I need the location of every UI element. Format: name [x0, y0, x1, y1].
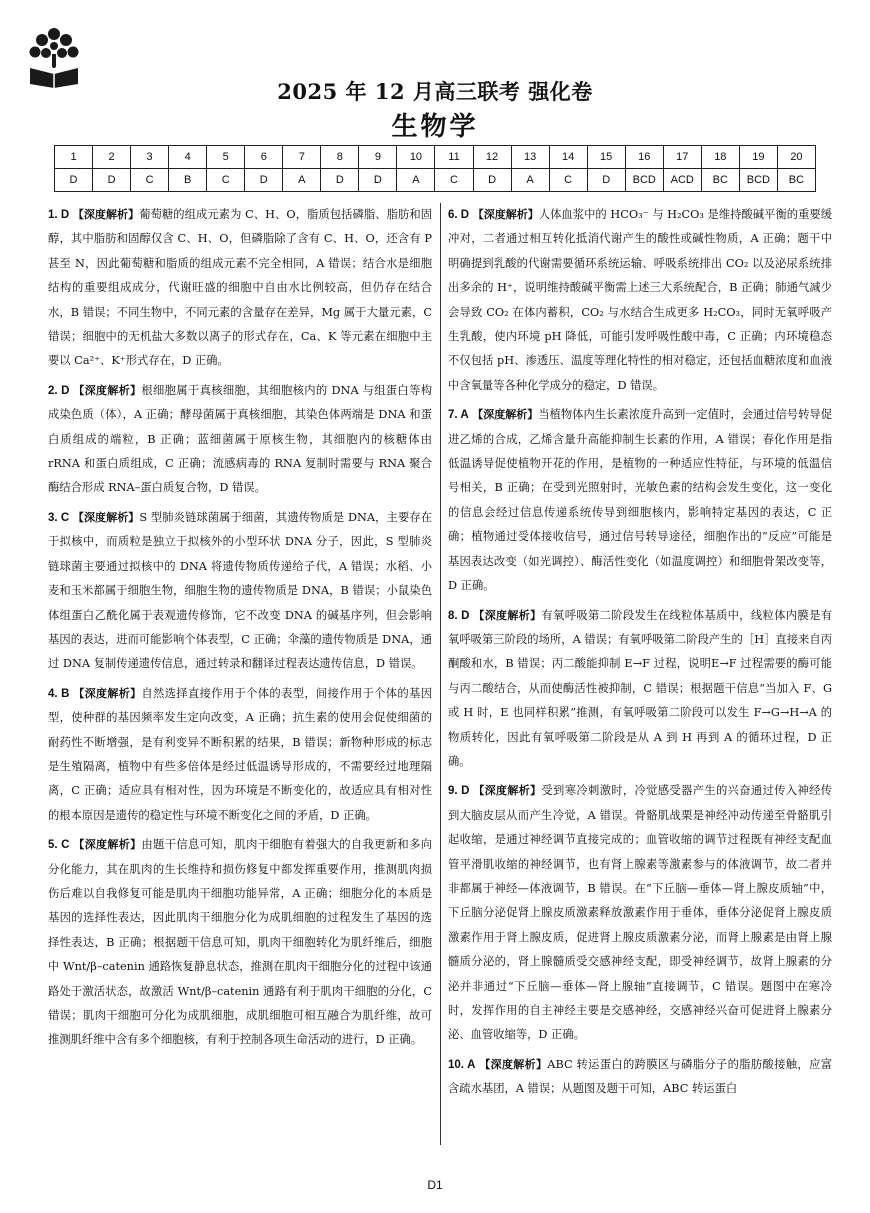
- explanation-item: [448, 779, 832, 1047]
- answer-cell: D: [473, 169, 511, 192]
- question-number-cell: 17: [663, 146, 701, 169]
- question-number-cell: 6: [245, 146, 283, 169]
- question-answer-label: 4. B: [48, 687, 70, 700]
- explanation-text: 葡萄糖的组成元素为 C、H、O，脂质包括磷脂、脂肪和固醇，其中脂肪和固醇仅含 C、H、O，但磷脂除了含有 C、H、O，还含有 P 甚至 N，因此葡萄糖和脂质的组成元素不完全相同，A 错误；结合水是细胞结构的重要组成成分，代谢旺盛的细胞中自由水比例较高，但仍存在结合水，B 错误；不同生物中，不同元素的含量存在差异，Mg 属于大量元素，C 错误；细胞中的无机盐大多数以离子的形式存在，Ca、K 等元素在细胞中主要以 Ca²⁺、K⁺形式存在，D 正确。: [48, 208, 432, 368]
- explanation-item: [48, 833, 432, 1053]
- explanation-text: 人体血浆中的 HCO₃⁻ 与 H₂CO₃ 是维持酸碱平衡的重要缓冲对，二者通过相互转化抵消代谢产生的酸性或碱性物质，A 正确；题干中明确提到乳酸的代谢需要循环系统运输、呼吸系统排出 CO₂ 以及泌尿系统排出多余的 H⁺，说明维持酸碱平衡需上述三大系统配合，B 正确；肺通气减少会导致 CO₂ 在体内蓄积，CO₂ 与水结合生成更多 H₂CO₃，同时无氧呼吸产生乳酸，使内环境 pH 降低，可能引发呼吸性酸中毒，C 正确；内环境稳态不仅包括 pH、渗透压、温度等理化特性的相对稳定，还包括血糖浓度和血液中含氧量等各种化学成分的稳定，D 错误。: [448, 208, 833, 392]
- question-answer-label: 7. A: [448, 409, 469, 422]
- analysis-tag: 【深度解析】: [472, 208, 539, 221]
- explanation-text: 受到寒冷刺激时，冷觉感受器产生的兴奋通过传入神经传到大脑皮层从而产生冷觉，A 错误。骨骼肌战栗是神经冲动传递至骨骼肌引起收缩，是通过神经调节直接完成的；血管收缩的调节过程既有神经支配血管平滑肌收缩的神经调节，也有肾上腺素等激素参与的体液调节，故二者并非都属于神经—体液调节，B 错误。在“下丘脑—垂体—肾上腺皮质轴”中，下丘脑分泌促肾上腺皮质激素释放激素作用于垂体，垂体分泌促肾上腺皮质激素作用于肾上腺皮质，促进肾上腺皮质激素分泌，而肾上腺素是由肾上腺髓质分泌的，肾上腺髓质受交感神经支配，即受神经调节，故肾上腺素的分泌并非通过“下丘脑—垂体—肾上腺轴”直接调节，C 错误。题图中在寒冷时，发挥作用的自主神经主要是交感神经，交感神经兴奋可促进肾上腺素分泌、血管收缩等，D 正确。: [448, 784, 833, 1042]
- explanation-item: [48, 506, 432, 677]
- analysis-tag: 【深度解析】: [72, 208, 140, 221]
- explanation-item: [448, 604, 832, 775]
- answer-cell: ACD: [663, 169, 701, 192]
- analysis-tag: 【深度解析】: [73, 838, 142, 852]
- analysis-tag: 【深度解析】: [73, 383, 142, 397]
- question-number-cell: 4: [169, 146, 207, 169]
- question-answer-label: 10. A: [448, 1058, 476, 1071]
- answer-cell: A: [397, 169, 435, 192]
- analysis-tag: 【深度解析】: [479, 1057, 548, 1071]
- analysis-tag: 【深度解析】: [473, 784, 542, 798]
- explanation-item: [448, 403, 832, 598]
- answer-table-numbers-row: [55, 146, 816, 169]
- explanation-item: [48, 203, 432, 374]
- answer-cell: C: [207, 169, 245, 192]
- explanation-columns: [48, 203, 832, 1148]
- subject-title: 生物学: [391, 112, 479, 142]
- question-number-cell: 8: [321, 146, 359, 169]
- explanation-text: 自然选择直接作用于个体的表型，间接作用于个体的基因型，使种群的基因频率发生定向改变，A 正确；抗生素的使用会促使细菌的耐药性不断增强，是有利变异不断积累的结果，B 错误；新物种形成的标志是生殖隔离，植物中有些多倍体是经过低温诱导形成的，不需要经过地理隔离，C 正确；适应具有相对性，因为环境是不断变化的，故适应具有相对性的根本原因是遗传的稳定性与环境不断变化之间的矛盾，D 正确。: [48, 686, 433, 822]
- question-number-cell: 12: [473, 146, 511, 169]
- answer-table-answers-row: [55, 169, 816, 192]
- answer-cell: D: [55, 169, 93, 192]
- right-column: [448, 203, 832, 1107]
- answer-cell: D: [359, 169, 397, 192]
- answer-cell: D: [93, 169, 131, 192]
- question-number-cell: 11: [435, 146, 473, 169]
- left-column: [48, 203, 432, 1058]
- question-answer-label: 2. D: [48, 384, 70, 397]
- answer-cell: A: [283, 169, 321, 192]
- question-number-cell: 20: [777, 146, 815, 169]
- question-answer-label: 9. D: [448, 785, 470, 798]
- answer-cell: BCD: [625, 169, 663, 192]
- explanation-text: 有氧呼吸第二阶段发生在线粒体基质中，线粒体内膜是有氧呼吸第三阶段的场所，A 错误；有氧呼吸第二阶段产生的［H］直接来自丙酮酸和水，B 错误；丙二酸能抑制 E→F 过程，说明E→F 过程需要的酶可能与丙二酸结合，从而使酶活性被抑制，C 错误；根据题干信息“当加入 F、G 或 H 时，E 也同样积累”推测，有氧呼吸第二阶段可以发生 F→G→H→A 的物质转化，因此有氧呼吸第二阶段是从 A 到 H 再到 A 的循环过程，D 正确。: [448, 608, 833, 768]
- answer-cell: BC: [777, 169, 815, 192]
- answer-cell: C: [549, 169, 587, 192]
- question-number-cell: 19: [739, 146, 777, 169]
- question-answer-label: 3. C: [48, 511, 70, 524]
- answer-cell: BCD: [739, 169, 777, 192]
- column-divider: [440, 203, 441, 1145]
- answer-cell: D: [321, 169, 359, 192]
- analysis-tag: 【深度解析】: [72, 510, 140, 524]
- explanation-item: [448, 1053, 832, 1102]
- question-number-cell: 5: [207, 146, 245, 169]
- question-number-cell: 15: [587, 146, 625, 169]
- answer-cell: B: [169, 169, 207, 192]
- question-number-cell: 10: [397, 146, 435, 169]
- page-title: 2025 年 12 月高三联考 强化卷: [277, 79, 593, 104]
- explanation-text: S 型肺炎链球菌属于细菌，其遗传物质是 DNA，主要存在于拟核中，而质粒是独立于拟核外的小型环状 DNA 分子，因此，S 型肺炎链球菌主要通过拟核中的 DNA 将遗传物质传递给子代，A 错误；水稻、小麦和玉米都属于细胞生物，细胞生物的遗传物质是 DNA，B 错误；小鼠染色体组蛋白乙酰化属于表观遗传修饰，它不改变 DNA 的碱基序列，但会影响基因的表达，进而可能影响个体表型，C 正确；伞藻的遗传物质是 DNA，通过 DNA 复制传递遗传信息，通过转录和翻译过程表达遗传信息，D 错误。: [48, 510, 433, 671]
- explanation-text: 根细胞属于真核细胞，其细胞核内的 DNA 与组蛋白等构成染色质（体），A 正确；酵母菌属于真核细胞，其染色体两端是 DNA 和蛋白质组成的端粒，B 正确；蓝细菌属于原核生物，其细胞内的核糖体由 rRNA 和蛋白质组成，C 正确；流感病毒的 RNA 复制时需要与 RNA 聚合酶结合形成 RNA–蛋白质复合物，D 错误。: [48, 383, 433, 495]
- answer-cell: D: [587, 169, 625, 192]
- answer-table: [54, 145, 816, 192]
- answer-cell: D: [245, 169, 283, 192]
- question-number-cell: 16: [625, 146, 663, 169]
- explanation-text: 由题干信息可知，肌肉干细胞有着强大的自我更新和多向分化能力，其在肌肉的生长维持和损伤修复中都发挥重要作用，推测肌肉损伤后难以自我修复可能是肌肉干细胞功能异常，A 正确；细胞分化的本质是基因的选择性表达，因此肌肉干细胞分化为成肌细胞的过程发生了基因的选择性表达，B 正确；根据题干信息可知，肌肉干细胞转化为肌纤维后，细胞中 Wnt/β–catenin 通路恢复静息状态，推测在肌肉干细胞分化的过程中该通路处于激活状态，故激活 Wnt/β–catenin 通路有利于肌肉干细胞的分化，C 错误；肌肉干细胞可分化为成肌细胞，成肌细胞可相互融合为肌纤维，故可推测肌纤维中含有多个细胞核，有利于控制各项生命活动的进行，D 正确。: [48, 838, 433, 1047]
- question-answer-label: 5. C: [48, 839, 70, 852]
- answer-cell: A: [511, 169, 549, 192]
- question-number-cell: 7: [283, 146, 321, 169]
- explanation-item: [48, 682, 432, 828]
- explanation-text: 当植物体内生长素浓度升高到一定值时，会通过信号转导促进乙烯的合成，乙烯含量升高能抑制生长素的作用，A 错误；春化作用是指低温诱导促使植物开花的作用，是植物的一种适应性特征，与环境的低温信号相关，B 正确；在受到光照射时，光敏色素的结构会发生变化，这一变化的信息会经过信息传递系统传导到细胞核内，影响特定基因的表达，C 正确；植物通过受体接收信号，通过信号转导途径，细胞作出的“反应”可能是基因表达改变（如光调控）、酶活性变化（如温度调控）和细胞骨架改变等，D 正确。: [448, 408, 832, 593]
- question-number-cell: 3: [131, 146, 169, 169]
- question-number-cell: 13: [511, 146, 549, 169]
- answer-cell: C: [131, 169, 169, 192]
- explanation-item: [448, 203, 832, 398]
- question-number-cell: 18: [701, 146, 739, 169]
- analysis-tag: 【深度解析】: [73, 686, 142, 700]
- question-number-cell: 1: [55, 146, 93, 169]
- analysis-tag: 【深度解析】: [472, 408, 539, 422]
- question-answer-label: 1. D: [48, 209, 70, 221]
- question-answer-label: 8. D: [448, 609, 470, 622]
- explanation-text: ABC 转运蛋白的跨膜区与磷脂分子的脂肪酸接触，应富含疏水基团，A 错误；从题图及题干可知，ABC 转运蛋白: [448, 1057, 832, 1096]
- question-answer-label: 6. D: [448, 209, 470, 221]
- analysis-tag: 【深度解析】: [473, 608, 542, 622]
- question-number-cell: 14: [549, 146, 587, 169]
- question-number-cell: 2: [93, 146, 131, 169]
- answer-cell: BC: [701, 169, 739, 192]
- question-number-cell: 9: [359, 146, 397, 169]
- answer-cell: C: [435, 169, 473, 192]
- explanation-item: [48, 379, 432, 501]
- page-number: D1: [427, 1178, 443, 1192]
